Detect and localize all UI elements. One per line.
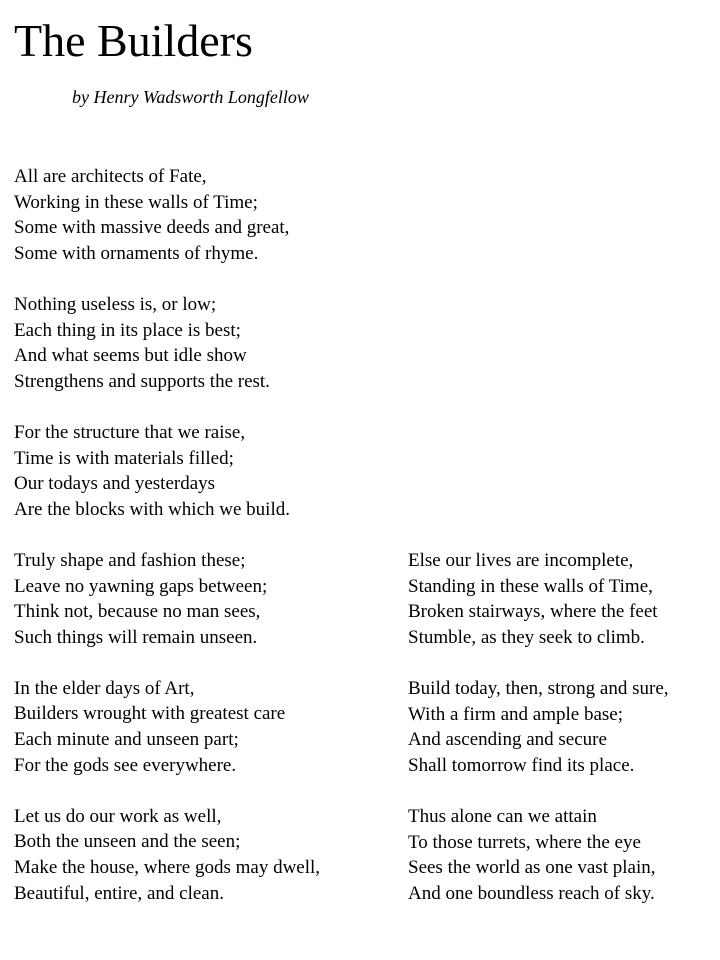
poem-line: Are the blocks with which we build. bbox=[14, 498, 290, 520]
poem-line: Some with massive deeds and great, bbox=[14, 217, 290, 239]
poem-line: To those turrets, where the eye bbox=[408, 831, 641, 853]
poem-line: Each minute and unseen part; bbox=[14, 729, 239, 751]
stanza bbox=[408, 548, 713, 650]
poem-line: Beautiful, entire, and clean. bbox=[14, 882, 224, 904]
stanza bbox=[14, 164, 384, 266]
stanza bbox=[408, 676, 713, 778]
poem-line: Build today, then, strong and sure, bbox=[408, 677, 669, 699]
poem-line: Each thing in its place is best; bbox=[14, 319, 241, 341]
stanza bbox=[14, 420, 384, 522]
poem-line: Shall tomorrow find its place. bbox=[408, 754, 635, 776]
poem-line: In the elder days of Art, bbox=[14, 677, 195, 699]
stanza bbox=[14, 804, 384, 906]
poem-left-column bbox=[14, 164, 384, 906]
stanza bbox=[14, 292, 384, 394]
poem-byline: by Henry Wadsworth Longfellow bbox=[72, 87, 309, 107]
poem-line: Stumble, as they seek to climb. bbox=[408, 626, 645, 648]
poem-line: Truly shape and fashion these; bbox=[14, 549, 246, 571]
poem-line: Builders wrought with greatest care bbox=[14, 703, 286, 725]
poem-line: Both the unseen and the seen; bbox=[14, 831, 241, 853]
stanza bbox=[408, 804, 713, 906]
poem-line: Working in these walls of Time; bbox=[14, 191, 258, 213]
poem-right-column bbox=[408, 548, 713, 906]
poem-line: Think not, because no man sees, bbox=[14, 601, 261, 623]
poem-line: And ascending and secure bbox=[408, 729, 607, 751]
poem-line: Our todays and yesterdays bbox=[14, 473, 216, 495]
poem-line: With a firm and ample base; bbox=[408, 703, 624, 725]
stanza bbox=[14, 676, 384, 778]
poem-line: Such things will remain unseen. bbox=[14, 626, 258, 648]
poem-line: All are architects of Fate, bbox=[14, 166, 207, 187]
poem-line: And what seems but idle show bbox=[14, 345, 247, 367]
poem-line: Thus alone can we attain bbox=[408, 805, 597, 827]
stanza bbox=[14, 548, 384, 650]
poem-line: Strengthens and supports the rest. bbox=[14, 370, 270, 392]
poem-line: For the gods see everywhere. bbox=[14, 754, 237, 776]
poem-line: Standing in these walls of Time, bbox=[408, 575, 653, 597]
poem-line: Broken stairways, where the feet bbox=[408, 601, 658, 623]
poem-line: Else our lives are incomplete, bbox=[408, 550, 634, 571]
poem-line: Sees the world as one vast plain, bbox=[408, 857, 656, 879]
poem-line: And one boundless reach of sky. bbox=[408, 882, 655, 904]
poem-title: The Builders bbox=[14, 15, 253, 66]
poem-line: Leave no yawning gaps between; bbox=[14, 575, 268, 597]
poem-line: Make the house, where gods may dwell, bbox=[14, 857, 321, 879]
poem-line: Let us do our work as well, bbox=[14, 805, 222, 827]
poem-line: Nothing useless is, or low; bbox=[14, 293, 217, 315]
poem-line: Time is with materials filled; bbox=[14, 447, 234, 469]
poem-line: Some with ornaments of rhyme. bbox=[14, 242, 259, 264]
poem-line: For the structure that we raise, bbox=[14, 421, 246, 443]
